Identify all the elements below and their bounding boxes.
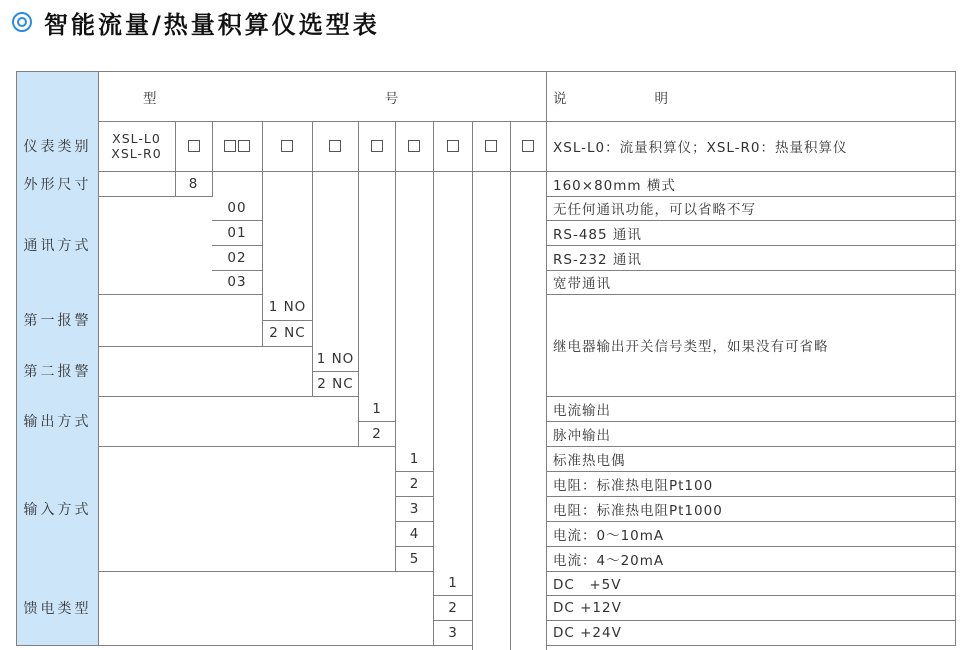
grid-column-alarm2: [312, 171, 359, 346]
desc-input: 电流：0～10mA: [546, 521, 956, 547]
placeholder-box-icon: [281, 140, 293, 152]
comm-code: 02: [212, 245, 263, 271]
desc-comm: RS-232 通讯: [546, 245, 956, 271]
desc-comm: RS-485 通讯: [546, 220, 956, 246]
divider: [98, 571, 396, 572]
model-line-1: XSL-L0: [112, 131, 161, 146]
alarm2-code: 1 NO: [312, 346, 359, 372]
label-output: 输出方式: [16, 396, 99, 447]
desc-input: 标准热电偶: [546, 446, 956, 472]
placeholder-box-icon: [238, 140, 250, 152]
input-code: 5: [395, 546, 434, 572]
output-code: 2: [358, 421, 396, 447]
placeholder-box-icon: [408, 140, 420, 152]
placeholder-box-icon: [522, 140, 534, 152]
grid-line: [212, 171, 213, 196]
placeholder-box-icon: [329, 140, 341, 152]
placeholder-box-icon: [447, 140, 459, 152]
grid-column-output: [358, 171, 396, 396]
dims-empty: [98, 171, 176, 197]
desc-output: 脉冲输出: [546, 421, 956, 447]
desc-dimensions: 160×80mm 横式: [546, 171, 956, 197]
grid-column-9: [510, 171, 547, 650]
divider: [98, 346, 263, 347]
slot-9: [510, 121, 546, 172]
desc-power: DC +5V: [546, 571, 956, 596]
grid-column-input: [395, 171, 434, 446]
label-dimensions: 外形尺寸: [16, 171, 99, 197]
double-circle-icon: [12, 12, 32, 32]
label-power: 馈电类型: [16, 571, 99, 646]
header-desc: 说 明: [546, 71, 956, 122]
power-code: 2: [433, 595, 473, 621]
slot-dims: [175, 121, 213, 172]
header-label-cell: [16, 71, 99, 122]
slot-output: [358, 121, 396, 172]
label-input: 输入方式: [16, 446, 99, 572]
divider: [98, 446, 359, 447]
desc-input: 电流：4～20mA: [546, 546, 956, 572]
model-cell: [98, 121, 176, 172]
power-code: 1: [433, 571, 473, 596]
desc-instrument-type: XSL-L0：流量积算仪；XSL-R0：热量积算仪: [546, 121, 956, 172]
label-alarm2: 第二报警: [16, 346, 99, 397]
dims-code: 8: [175, 171, 213, 197]
header-hao: 号: [238, 71, 546, 122]
slot-alarm1: [262, 121, 313, 172]
input-code: 4: [395, 521, 434, 547]
label-alarm1: 第一报警: [16, 294, 99, 347]
model-line-2: XSL-R0: [111, 146, 162, 161]
placeholder-box-icon: [224, 140, 236, 152]
alarm2-code: 2 NC: [312, 371, 359, 397]
desc-power: DC +24V: [546, 620, 956, 646]
label-instrument-type: 仪表类别: [16, 121, 99, 172]
divider: [98, 294, 213, 295]
desc-comm: 宽带通讯: [546, 270, 956, 295]
title-text: 智能流量/热量积算仪选型表: [44, 10, 380, 39]
placeholder-box-icon: [485, 140, 497, 152]
desc-output: 电流输出: [546, 396, 956, 422]
desc-input: 电阻：标准热电阻Pt100: [546, 471, 956, 497]
grid-column-8: [472, 171, 511, 650]
alarm1-code: 1 NO: [262, 294, 313, 321]
comm-code: 03: [212, 270, 263, 295]
placeholder-box-icon: [371, 140, 383, 152]
page-title: [12, 4, 380, 40]
divider: [98, 645, 434, 646]
slot-alarm2: [312, 121, 359, 172]
slot-power: [433, 121, 473, 172]
output-code: 1: [358, 396, 396, 422]
input-code: 2: [395, 471, 434, 497]
power-code: 3: [433, 620, 473, 646]
slot-8: [472, 121, 511, 172]
comm-code: 00: [212, 196, 263, 221]
desc-comm: 无任何通讯功能，可以省略不写: [546, 196, 956, 221]
comm-code: 01: [212, 220, 263, 246]
grid-column-power: [433, 171, 473, 571]
alarm1-code: 2 NC: [262, 320, 313, 347]
label-comm: 通讯方式: [16, 196, 99, 295]
input-code: 3: [395, 496, 434, 522]
desc-alarm: 继电器输出开关信号类型，如果没有可省略: [546, 294, 956, 397]
grid-column-alarm1: [262, 171, 313, 294]
desc-power: DC +12V: [546, 595, 956, 621]
input-code: 1: [395, 446, 434, 472]
slot-comm: [212, 121, 263, 172]
slot-input: [395, 121, 434, 172]
desc-input: 电阻：标准热电阻Pt1000: [546, 496, 956, 522]
placeholder-box-icon: [188, 140, 200, 152]
divider: [98, 396, 313, 397]
header-xing: 型: [98, 71, 238, 122]
